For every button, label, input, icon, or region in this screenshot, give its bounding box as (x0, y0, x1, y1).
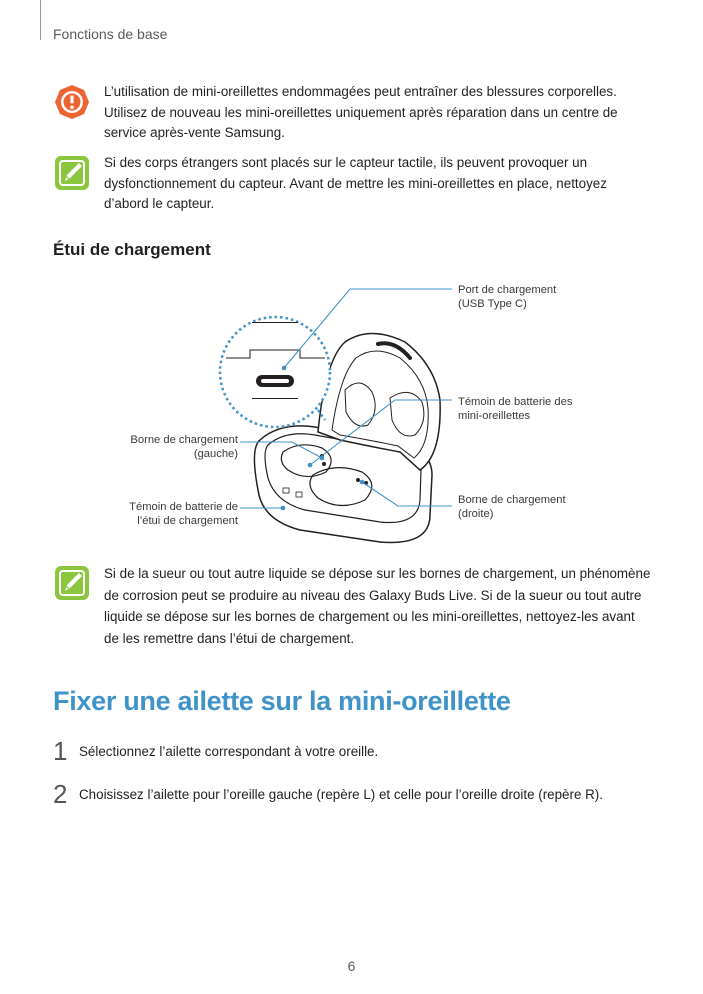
label-case-battery-line2: l’étui de chargement (137, 515, 238, 527)
label-case-battery-line1: Témoin de batterie de (129, 501, 238, 513)
note-icon (54, 565, 90, 601)
label-usb-port-line1: Port de chargement (458, 284, 557, 296)
note-icon (54, 155, 90, 191)
step-1-text: Sélectionnez l’ailette correspondant à votre oreille. (79, 744, 379, 759)
label-earbud-battery-line2: mini-oreillettes (458, 410, 531, 422)
caution-icon (54, 84, 90, 120)
label-left-terminal (100, 433, 238, 461)
note-corrosion-text: Si de la sueur ou tout autre liquide se dépose sur les bornes de chargement, un phénomène de corrosion peut se produire au niveau des Galaxy Buds Live. Si de la sueur ou tout autre liquide se dépose sur les bornes de chargement ou les mini-oreillettes, nettoyez-les avant de les remettre dans l’étui de chargement. (104, 566, 651, 646)
label-right-terminal (458, 493, 566, 521)
header-section-name: Fonctions de base (53, 26, 168, 42)
section-title-charging-case: Étui de chargement (53, 240, 211, 259)
label-right-terminal-line1: Borne de chargement (458, 494, 566, 506)
note-sensor-text: Si des corps étrangers sont placés sur le capteur tactile, ils peuvent provoquer un dysfonctionnement du capteur. Avant de mettre les mini-oreillettes en place, nettoyez d’abord le capteur. (104, 155, 607, 211)
step-1-number: 1 (53, 736, 68, 766)
caution-text: L’utilisation de mini-oreillettes endommagées peut entraîner des blessures corporelles. Utilisez de nouveau les mini-oreillettes uniquement après réparation dans un centre de service après-vente Samsung. (104, 84, 618, 140)
right-terminal-pin-1 (356, 478, 360, 482)
label-earbud-battery (458, 395, 572, 423)
header-rule (40, 0, 41, 40)
label-left-terminal-line2: (gauche) (193, 448, 238, 460)
label-case-battery (100, 500, 238, 528)
usb-port-slot (261, 379, 289, 383)
label-usb-port-line2: (USB Type C) (458, 298, 527, 310)
label-usb-port (458, 283, 556, 311)
label-left-terminal-line1: Borne de chargement (130, 434, 238, 446)
main-title: Fixer une ailette sur la mini-oreillette (53, 686, 511, 716)
step-2-text: Choisissez l’ailette pour l’oreille gauche (repère L) et celle pour l’oreille droite (repère R). (79, 787, 603, 802)
left-terminal-pin-2 (322, 462, 326, 466)
charging-case-figure (0, 280, 703, 555)
page-number: 6 (347, 958, 356, 974)
callout-dot-case-battery (281, 506, 286, 511)
callout-dot-usb-port (282, 366, 287, 371)
usb-port-bottom-edge (252, 398, 298, 399)
callout-dot-earbud-battery (308, 463, 313, 468)
step-2-number: 2 (53, 779, 68, 809)
label-earbud-battery-line1: Témoin de batterie des (458, 396, 573, 408)
usb-port-top-edge (252, 322, 298, 323)
callout-dot-left-terminal (320, 456, 325, 461)
callout-dot-right-terminal (360, 480, 365, 485)
label-right-terminal-line2: (droite) (458, 508, 494, 520)
